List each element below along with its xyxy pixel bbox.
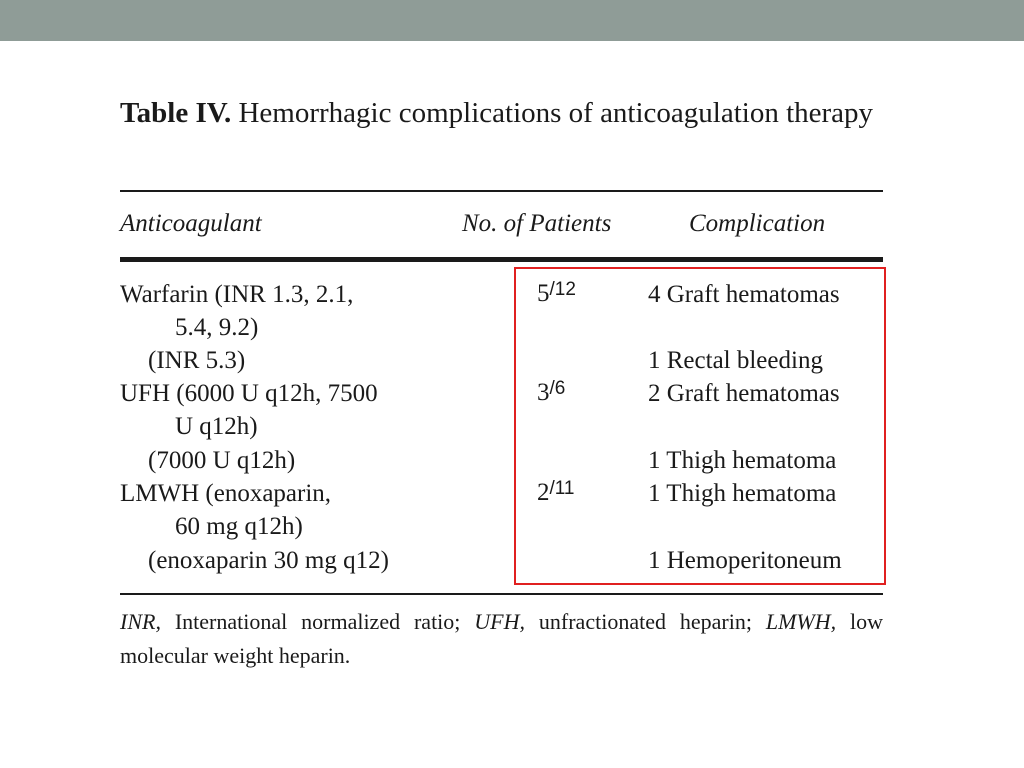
anticoagulant-ufh: UFH (6000 U q12h, 7500 [120, 380, 378, 407]
header-anticoagulant: Anticoagulant [120, 210, 262, 237]
anticoagulant-lmwh: LMWH (enoxaparin, [120, 480, 332, 507]
footnote-abbr-lmwh: LMWH, [765, 609, 837, 634]
anticoagulant-ufh-sub: (7000 U q12h) [148, 447, 296, 474]
table-caption [120, 92, 890, 134]
patients-ufh-count: 3 [537, 379, 550, 406]
footnote-def-inr: International normalized ratio; [174, 609, 461, 634]
footnote-def-ufh: unfractionated heparin; [538, 609, 752, 634]
header-patients: No. of Patients [462, 210, 612, 237]
footnote-abbr-inr: INR, [120, 609, 161, 634]
table-footnote [120, 605, 883, 673]
anticoagulant-warfarin: Warfarin (INR 1.3, 2.1, [120, 281, 354, 308]
highlight-box [514, 267, 886, 585]
header-rule [120, 257, 883, 262]
header-complication: Complication [689, 210, 826, 237]
complication-rectal-bleeding: 1 Rectal bleeding [648, 347, 823, 374]
patients-warfarin-total: /12 [549, 279, 576, 300]
patients-lmwh-count: 2 [537, 479, 550, 506]
top-banner [0, 0, 1024, 41]
anticoagulant-inr-sub: (INR 5.3) [148, 347, 246, 374]
patients-lmwh-total: /11 [549, 478, 575, 499]
footnote-abbr-ufh: UFH, [474, 609, 526, 634]
bottom-rule [120, 593, 883, 595]
top-rule [120, 190, 883, 192]
footnote-def-lmwh: low molecular weight heparin. [120, 609, 883, 668]
complication-thigh-hematoma: 1 Thigh hematoma [648, 447, 837, 474]
anticoagulant-lmwh-sub: (enoxaparin 30 mg q12) [148, 547, 389, 574]
caption-label: Table IV. [120, 97, 232, 129]
caption-text: Hemorrhagic complications of anticoagulation therapy [238, 97, 874, 129]
anticoagulant-warfarin-cont: 5.4, 9.2) [175, 314, 259, 341]
patients-warfarin-count: 5 [537, 280, 550, 307]
patients-ufh-total: /6 [549, 378, 566, 399]
complication-graft-hematomas: 4 Graft hematomas [648, 281, 840, 308]
anticoagulant-ufh-cont: U q12h) [175, 413, 258, 440]
complication-hemoperitoneum: 1 Hemoperitoneum [648, 547, 842, 574]
anticoagulant-lmwh-cont: 60 mg q12h) [175, 513, 303, 540]
complication-lmwh-thigh-hematoma: 1 Thigh hematoma [648, 480, 837, 507]
complication-ufh-graft-hematomas: 2 Graft hematomas [648, 380, 840, 407]
